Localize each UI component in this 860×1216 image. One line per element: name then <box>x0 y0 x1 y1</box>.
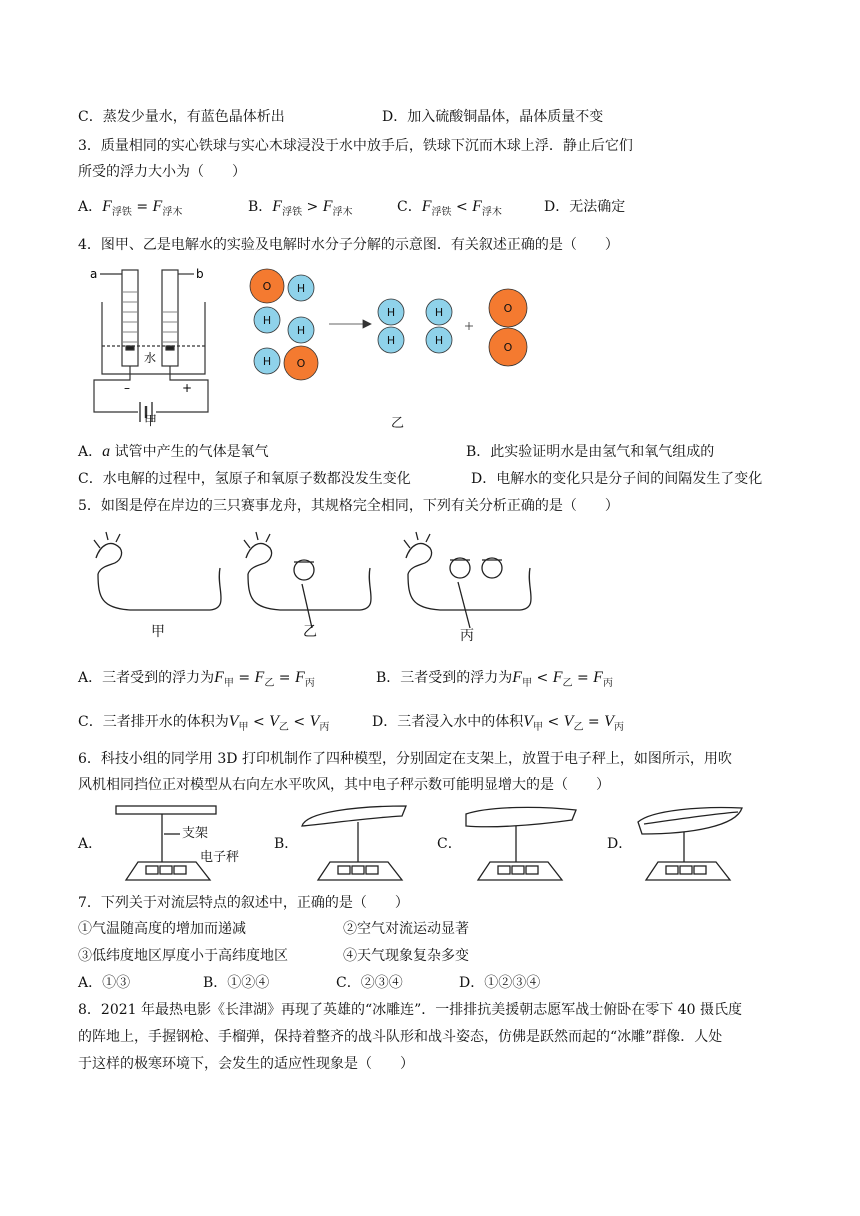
q4-option-a: A．a 试管中产生的气体是氧气 <box>78 443 269 460</box>
q7-option-b: B．①②④ <box>203 975 270 991</box>
q7-stem: 7．下列关于对流层特点的叙述中，正确的是（ ） <box>78 895 409 911</box>
q5-option-d: D．三者浸入水中的体积$V_甲 < V_乙 = V_丙$ <box>372 713 624 733</box>
q7-option-d: D．①②③④ <box>459 975 541 991</box>
atom-h-2: H <box>262 314 272 327</box>
q6-option-c-label: C． <box>437 836 462 852</box>
q8-line1: 8．2021 年最热电影《长津湖》再现了英雄的“冰雕连”．一排排抗美援朝志愿军战士俯卧在零下 40 摄氏度 <box>78 1002 743 1018</box>
dragon-boats-figure <box>90 528 540 618</box>
negative-label: – <box>124 381 130 395</box>
atom-h-3: H <box>296 324 306 337</box>
atom-o-1: O <box>262 280 272 293</box>
atom-h-7: H <box>434 306 444 319</box>
q7-option-c: C．②③④ <box>336 975 403 991</box>
q6-option-b-label: B． <box>274 836 299 852</box>
q3-option-d: D．无法确定 <box>544 199 626 215</box>
boat-bing-caption: 丙 <box>460 628 474 644</box>
q7-statement-1: ①气温随高度的增加而递减 <box>78 921 246 937</box>
atom-h-6: H <box>386 334 396 347</box>
q6-stem-line1: 6．科技小组的同学用 3D 打印机制作了四种模型，分别固定在支架上，放置于电子秤上，如图所示，用吹 <box>78 751 732 767</box>
boat-yi-caption: 乙 <box>303 624 317 640</box>
q6-option-a-label: A． <box>78 836 103 852</box>
q7-statement-2: ②空气对流运动显著 <box>343 921 469 937</box>
water-decomposition-figure <box>245 268 545 378</box>
atom-o-3: O <box>503 302 513 315</box>
model-a-flat-plate <box>110 804 240 884</box>
boat-jia-caption: 甲 <box>151 624 165 640</box>
tube-a-label: a <box>90 267 98 281</box>
atom-o-4: O <box>503 341 513 354</box>
q3-stem-line1: 3．质量相同的实心铁球与实心木球浸没于水中放手后，铁球下沉而木球上浮．静止后它们 <box>78 138 633 154</box>
q8-line3: 于这样的极寒环境下，会发生的适应性现象是（ ） <box>78 1056 414 1072</box>
q7-statement-4: ④天气现象复杂多变 <box>343 948 469 964</box>
q2-option-d: D．加入硫酸铜晶体，晶体质量不变 <box>382 109 604 125</box>
atom-h-1: H <box>296 282 306 295</box>
atom-h-4: H <box>262 355 272 368</box>
q3-option-c: C．$F_{浮铁} < F_{浮木}$ <box>397 198 502 218</box>
q6-option-d-label: D． <box>607 836 633 852</box>
atom-h-8: H <box>434 334 444 347</box>
electrolysis-apparatus-figure <box>90 262 220 432</box>
figure-yi-caption: 乙 <box>391 416 405 431</box>
model-b-wing <box>296 804 426 884</box>
q5-option-c: C．三者排开水的体积为$V_甲 < V_乙 < V_丙$ <box>78 713 330 733</box>
atom-o-2: O <box>296 357 306 370</box>
figure-jia-caption: 甲 <box>144 414 158 429</box>
q7-option-a: A．①③ <box>78 975 131 991</box>
model-c-wing <box>460 804 590 884</box>
q5-stem: 5．如图是停在岸边的三只赛事龙舟，其规格完全相同，下列有关分析正确的是（ ） <box>78 498 619 514</box>
atom-h-5: H <box>386 306 396 319</box>
q7-statement-3: ③低纬度地区厚度小于高纬度地区 <box>78 948 288 964</box>
q6-stem-line2: 风机相同挡位正对模型从右向左水平吹风，其中电子秤示数可能明显增大的是（ ） <box>78 777 610 793</box>
q5-option-b: B．三者受到的浮力为$F_甲 < F_乙 = F_丙$ <box>376 669 613 689</box>
q5-option-a: A．三者受到的浮力为$F_甲 = F_乙 = F_丙$ <box>78 669 315 689</box>
q4-stem: 4．图甲、乙是电解水的实验及电解时水分子分解的示意图．有关叙述正确的是（ ） <box>78 237 619 253</box>
q4-option-c: C．水电解的过程中，氢原子和氧原子数都没发生变化 <box>78 471 411 487</box>
q8-line2: 的阵地上，手握钢枪、手榴弹，保持着整齐的战斗队形和战斗姿态，仿佛是跃然而起的“冰雕”群像．人处 <box>78 1029 723 1045</box>
tube-b-label: b <box>196 267 204 281</box>
q4-option-d: D．电解水的变化只是分子间的间隔发生了变化 <box>471 471 763 487</box>
positive-label: + <box>182 381 193 395</box>
scale-label: 电子秤 <box>200 850 240 865</box>
q3-option-b: B．$F_{浮铁} > F_{浮木}$ <box>248 198 353 218</box>
support-label: 支架 <box>182 826 209 841</box>
q3-stem-line2: 所受的浮力大小为（ ） <box>78 164 246 180</box>
q3-option-a: A．$F_{浮铁} = F_{浮木}$ <box>78 198 183 218</box>
q4-option-b: B．此实验证明水是由氢气和氧气组成的 <box>466 444 715 460</box>
model-d-wing <box>632 804 762 884</box>
q2-option-c: C．蒸发少量水，有蓝色晶体析出 <box>78 109 285 125</box>
water-label: 水 <box>144 351 157 365</box>
